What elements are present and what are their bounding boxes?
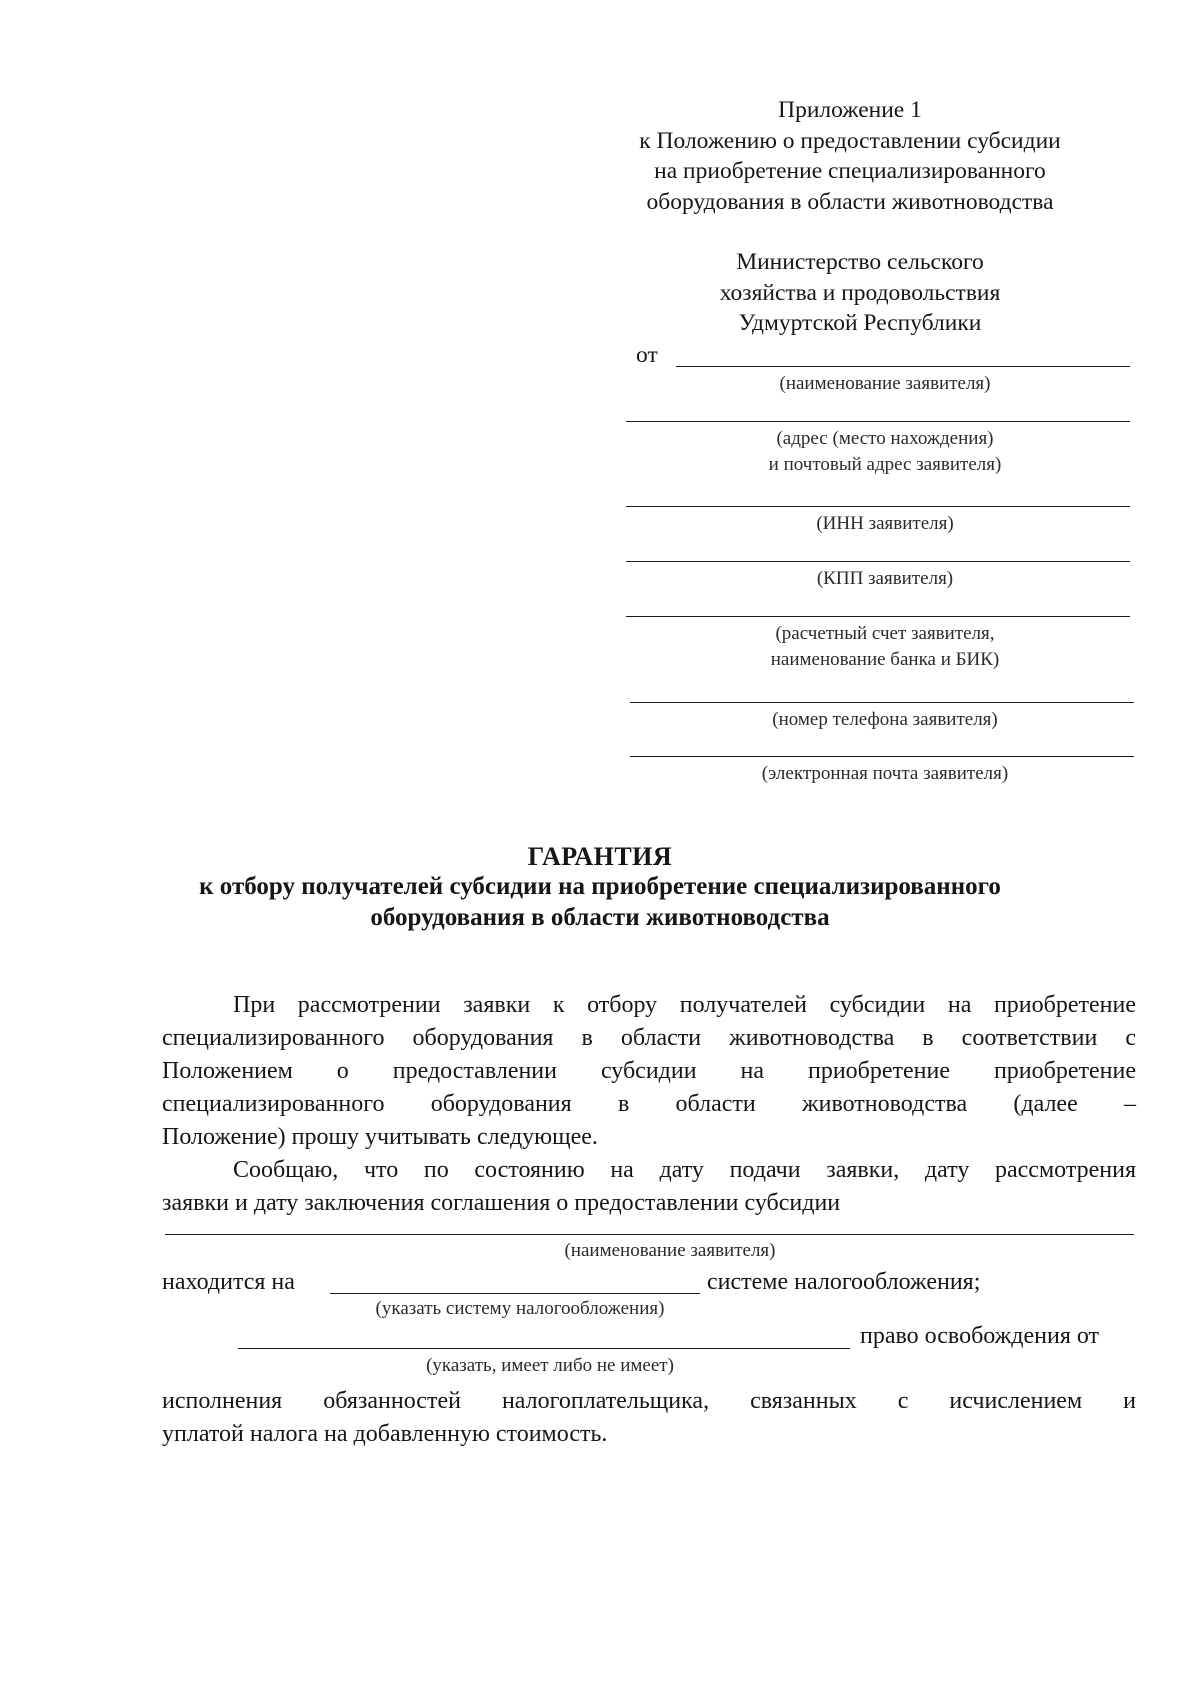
addressee-line: хозяйства и продовольствия [719,280,1001,306]
applicant-kpp-line[interactable] [626,561,1130,562]
appendix-ref-line: к Положению о предоставлении субсидии [639,128,1061,154]
applicant-account-hint: наименование банка и БИК) [770,649,1000,670]
applicant-inn-hint: (ИНН заявителя) [816,513,954,534]
applicant-address-hint: (адрес (место нахождения) [776,428,994,449]
paragraph-line: заявки и дату заключения соглашения о предоставлении субсидии [162,1190,841,1216]
document-subtitle: оборудования в области животноводства [370,904,830,931]
applicant-account-line[interactable] [626,616,1130,617]
addressee-line: Удмуртской Республики [738,310,982,336]
applicant-phone-hint: (номер телефона заявителя) [772,709,998,730]
paragraph-line: Сообщаю, что по состоянию на дату подачи заявки, дату рассмотрения [233,1157,1136,1183]
paragraph-line: исполнения обязанностей налогоплательщика, связанных с исчислением и [162,1388,1136,1414]
applicant-inn-line[interactable] [626,506,1130,507]
applicant-name-line[interactable] [676,366,1130,367]
paragraph-line: специализированного оборудования в области животноводства в соответствии с [162,1025,1136,1051]
document-title: ГАРАНТИЯ [527,842,673,871]
tax-system-line[interactable] [330,1293,700,1294]
guarantee-applicant-name-hint: (наименование заявителя) [564,1240,776,1261]
appendix-ref-line: оборудования в области животноводства [646,189,1054,215]
paragraph-line: Положением о предоставлении субсидии на приобретение приобретение [162,1058,1136,1084]
applicant-account-hint: (расчетный счет заявителя, [775,623,995,644]
appendix-ref-line: на приобретение специализированного [654,158,1046,184]
tax-system-suffix: системе налогообложения; [707,1269,981,1295]
paragraph-line: При рассмотрении заявки к отбору получателей субсидии на приобретение [233,992,1136,1018]
vat-exemption-hint: (указать, имеет либо не имеет) [426,1355,674,1376]
addressee-line: Министерство сельского [736,249,984,275]
applicant-address-line[interactable] [626,421,1130,422]
tax-system-hint: (указать систему налогообложения) [375,1298,665,1319]
applicant-kpp-hint: (КПП заявителя) [816,568,954,589]
document-subtitle: к отбору получателей субсидии на приобретение специализированного [199,873,1001,900]
paragraph-line: специализированного оборудования в области животноводства (далее – [162,1091,1136,1117]
guarantee-applicant-name-line[interactable] [165,1234,1134,1235]
applicant-address-hint: и почтовый адрес заявителя) [768,454,1002,475]
applicant-name-hint: (наименование заявителя) [779,373,991,394]
vat-exemption-suffix: право освобождения от [860,1323,1100,1349]
paragraph-line: уплатой налога на добавленную стоимость. [162,1421,608,1447]
tax-system-prefix: находится на [162,1269,295,1295]
applicant-email-hint: (электронная почта заявителя) [761,763,1009,784]
applicant-phone-line[interactable] [630,702,1134,703]
applicant-email-line[interactable] [630,756,1134,757]
from-label: от [636,342,658,368]
vat-exemption-line[interactable] [238,1348,850,1349]
paragraph-line: Положение) прошу учитывать следующее. [162,1124,598,1150]
appendix-number: Приложение 1 [778,97,922,123]
